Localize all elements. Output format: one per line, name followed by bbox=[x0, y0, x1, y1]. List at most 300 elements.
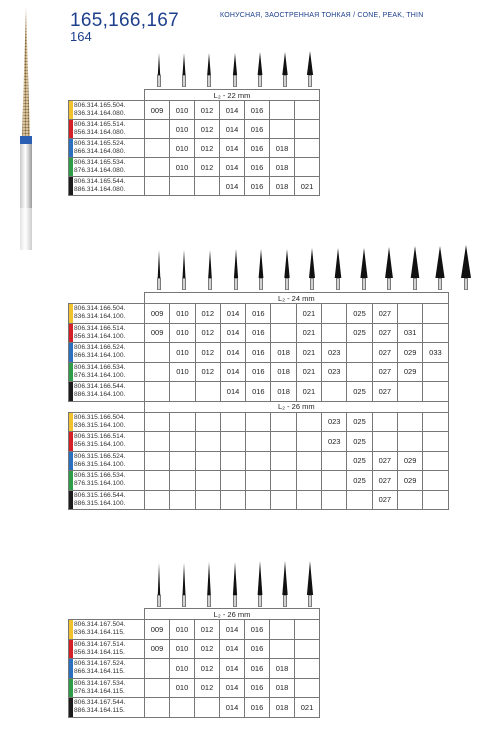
size-cell: 012 bbox=[195, 323, 220, 343]
size-cell: 016 bbox=[246, 362, 271, 382]
bur-icons-row-2 bbox=[146, 240, 486, 290]
bur-icon bbox=[251, 240, 271, 290]
catalog-code-line: 806.314.165.504. bbox=[74, 102, 126, 109]
size-cell bbox=[322, 382, 347, 402]
size-cell: 016 bbox=[245, 659, 270, 679]
table-167 bbox=[68, 608, 320, 718]
bur-icon bbox=[275, 45, 295, 87]
size-cell: 029 bbox=[397, 471, 422, 491]
catalog-code-line: 806.314.166.524. bbox=[74, 344, 126, 352]
table-row bbox=[69, 120, 320, 139]
catalog-code bbox=[69, 659, 145, 679]
size-cell: 027 bbox=[372, 490, 397, 510]
table-row bbox=[69, 678, 320, 698]
catalog-code bbox=[69, 177, 145, 196]
catalog-code-line: 886.314.164.115. bbox=[74, 707, 125, 715]
size-cell: 023 bbox=[322, 343, 347, 363]
size-cell: 010 bbox=[170, 323, 195, 343]
size-cell bbox=[195, 432, 220, 452]
size-cell: 016 bbox=[246, 382, 271, 402]
table-row bbox=[69, 177, 320, 196]
size-cell: 029 bbox=[397, 343, 422, 363]
size-cell: 023 bbox=[322, 432, 347, 452]
color-code-swatch bbox=[69, 363, 73, 382]
table-row bbox=[69, 659, 320, 679]
length-label-2: L₂ - 26 mm bbox=[145, 401, 449, 412]
size-cell bbox=[246, 412, 271, 432]
catalog-code-line: 806.314.167.534. bbox=[74, 679, 126, 687]
size-cell bbox=[246, 471, 271, 491]
size-cell bbox=[246, 451, 271, 471]
size-cell: 018 bbox=[270, 678, 295, 698]
size-cell bbox=[170, 490, 195, 510]
size-cell: 012 bbox=[195, 304, 220, 324]
size-cell: 027 bbox=[372, 471, 397, 491]
catalog-code bbox=[69, 382, 145, 402]
size-cell bbox=[145, 678, 170, 698]
color-code-swatch bbox=[69, 452, 73, 471]
catalog-code-line: 866.314.164.080. bbox=[74, 148, 126, 155]
catalog-code bbox=[69, 412, 145, 432]
bur-icon bbox=[225, 45, 245, 87]
size-cell bbox=[397, 490, 422, 510]
size-cell: 010 bbox=[170, 659, 195, 679]
size-cell bbox=[296, 471, 321, 491]
size-cell: 018 bbox=[270, 139, 295, 158]
size-cell: 027 bbox=[372, 323, 397, 343]
catalog-code-line: 856.314.164.080. bbox=[74, 129, 126, 136]
size-cell: 021 bbox=[296, 362, 321, 382]
size-cell: 014 bbox=[220, 382, 245, 402]
bur-icon bbox=[225, 555, 245, 607]
size-cell bbox=[423, 490, 448, 510]
bur-icon bbox=[379, 240, 399, 290]
catalog-code bbox=[69, 639, 145, 659]
size-cell: 014 bbox=[220, 620, 245, 640]
size-cell bbox=[170, 412, 195, 432]
color-code-swatch bbox=[69, 640, 73, 659]
color-code-swatch bbox=[69, 343, 73, 362]
length-label: L₂ - 24 mm bbox=[145, 293, 449, 304]
size-cell: 021 bbox=[295, 698, 320, 718]
catalog-code-line: 806.314.165.534. bbox=[74, 159, 126, 166]
table-166 bbox=[68, 292, 449, 510]
size-cell bbox=[271, 304, 296, 324]
size-cell bbox=[372, 412, 397, 432]
bur-icons-row-1 bbox=[146, 45, 326, 87]
bur-icon bbox=[199, 555, 219, 607]
color-code-swatch bbox=[69, 679, 73, 698]
size-cell bbox=[423, 362, 448, 382]
color-code-swatch bbox=[69, 698, 73, 717]
catalog-code-line: 806.314.167.504. bbox=[74, 621, 126, 629]
catalog-code-line: 806.314.166.544. bbox=[74, 383, 126, 391]
catalog-code bbox=[69, 139, 145, 158]
size-cell: 014 bbox=[220, 659, 245, 679]
size-cell bbox=[347, 343, 372, 363]
size-cell: 018 bbox=[271, 343, 296, 363]
size-cell: 016 bbox=[245, 120, 270, 139]
table-row bbox=[69, 304, 449, 324]
product-title: 165,166,167 bbox=[70, 10, 179, 31]
size-cell bbox=[170, 451, 195, 471]
bur-image bbox=[2, 8, 50, 250]
catalog-code bbox=[69, 304, 145, 324]
size-cell bbox=[271, 471, 296, 491]
table-row bbox=[69, 451, 449, 471]
size-cell bbox=[195, 490, 220, 510]
color-code-swatch bbox=[69, 620, 73, 639]
size-cell bbox=[271, 432, 296, 452]
size-cell bbox=[145, 177, 170, 196]
size-cell bbox=[220, 451, 245, 471]
catalog-code-line: 856.314.164.115. bbox=[74, 648, 125, 656]
size-cell: 014 bbox=[220, 177, 245, 196]
size-cell: 016 bbox=[245, 177, 270, 196]
length-label: L₂ - 26 mm bbox=[145, 609, 320, 620]
table-row bbox=[69, 471, 449, 491]
size-cell bbox=[145, 432, 170, 452]
size-cell: 029 bbox=[397, 362, 422, 382]
catalog-code-line: 836.314.164.080. bbox=[74, 110, 126, 117]
size-cell bbox=[170, 432, 195, 452]
size-cell: 027 bbox=[372, 343, 397, 363]
size-cell: 025 bbox=[347, 471, 372, 491]
size-cell bbox=[322, 471, 347, 491]
size-cell bbox=[322, 451, 347, 471]
size-cell: 012 bbox=[195, 101, 220, 120]
size-cell: 010 bbox=[170, 120, 195, 139]
size-cell: 029 bbox=[397, 451, 422, 471]
product-description: КОНУСНАЯ, ЗАОСТРЕННАЯ ТОНКАЯ / CONE, PEAK, THIN bbox=[220, 12, 424, 19]
bur-icon bbox=[250, 555, 270, 607]
size-cell bbox=[220, 432, 245, 452]
size-cell bbox=[145, 659, 170, 679]
size-cell bbox=[423, 471, 448, 491]
catalog-code bbox=[69, 451, 145, 471]
size-cell bbox=[295, 659, 320, 679]
size-cell: 031 bbox=[397, 323, 422, 343]
size-cell bbox=[423, 451, 448, 471]
catalog-code-line: 806.314.165.544. bbox=[74, 178, 126, 185]
size-cell bbox=[145, 362, 170, 382]
bur-icon bbox=[149, 555, 169, 607]
bur-icon bbox=[149, 45, 169, 87]
size-cell bbox=[271, 451, 296, 471]
size-cell: 018 bbox=[270, 177, 295, 196]
table-row bbox=[69, 101, 320, 120]
size-cell: 021 bbox=[296, 343, 321, 363]
size-cell bbox=[270, 101, 295, 120]
size-cell: 021 bbox=[296, 323, 321, 343]
size-cell bbox=[271, 490, 296, 510]
size-cell bbox=[295, 158, 320, 177]
bur-icon bbox=[405, 240, 425, 290]
size-cell bbox=[195, 382, 220, 402]
product-subtitle: 164 bbox=[70, 29, 92, 44]
size-cell bbox=[270, 120, 295, 139]
size-cell: 016 bbox=[245, 620, 270, 640]
size-cell bbox=[195, 412, 220, 432]
catalog-code-line: 876.314.164.100. bbox=[74, 371, 126, 379]
size-cell: 027 bbox=[372, 304, 397, 324]
size-cell: 010 bbox=[170, 639, 195, 659]
bur-icon bbox=[300, 45, 320, 87]
color-code-swatch bbox=[69, 139, 73, 157]
catalog-code bbox=[69, 678, 145, 698]
size-cell bbox=[220, 471, 245, 491]
size-cell: 010 bbox=[170, 678, 195, 698]
table-row bbox=[69, 620, 320, 640]
size-cell bbox=[423, 382, 448, 402]
size-cell: 016 bbox=[245, 101, 270, 120]
bur-icon bbox=[275, 555, 295, 607]
size-cell bbox=[397, 382, 422, 402]
table-row bbox=[69, 490, 449, 510]
size-cell: 010 bbox=[170, 158, 195, 177]
size-cell: 025 bbox=[347, 412, 372, 432]
size-cell bbox=[322, 304, 347, 324]
size-cell bbox=[322, 323, 347, 343]
size-cell: 010 bbox=[170, 362, 195, 382]
size-cell bbox=[295, 639, 320, 659]
color-code-swatch bbox=[69, 158, 73, 176]
catalog-code-line: 806.314.167.514. bbox=[74, 640, 126, 648]
size-cell bbox=[397, 304, 422, 324]
catalog-code-line: 886.314.164.080. bbox=[74, 186, 126, 193]
size-cell: 014 bbox=[220, 323, 245, 343]
table-row bbox=[69, 382, 449, 402]
size-cell: 027 bbox=[372, 382, 397, 402]
size-cell bbox=[322, 490, 347, 510]
size-cell: 025 bbox=[347, 432, 372, 452]
size-cell: 010 bbox=[170, 343, 195, 363]
size-cell bbox=[295, 678, 320, 698]
catalog-code-line: 806.314.166.504. bbox=[74, 305, 126, 313]
catalog-code-line: 876.315.164.100. bbox=[74, 480, 126, 488]
catalog-code-line: 856.314.164.100. bbox=[74, 332, 126, 340]
catalog-code bbox=[69, 620, 145, 640]
size-cell: 014 bbox=[220, 158, 245, 177]
size-cell: 014 bbox=[220, 139, 245, 158]
size-cell: 014 bbox=[220, 362, 245, 382]
color-code-swatch bbox=[69, 101, 73, 119]
size-cell bbox=[145, 490, 170, 510]
size-cell: 023 bbox=[322, 362, 347, 382]
size-cell bbox=[145, 698, 170, 718]
size-cell: 025 bbox=[347, 382, 372, 402]
catalog-code-line: 806.315.166.534. bbox=[74, 472, 126, 480]
catalog-code-line: 836.314.164.115. bbox=[74, 629, 125, 637]
catalog-code bbox=[69, 362, 145, 382]
bur-icon bbox=[226, 240, 246, 290]
color-code-swatch bbox=[69, 120, 73, 138]
table-row bbox=[69, 362, 449, 382]
size-cell: 027 bbox=[372, 451, 397, 471]
size-cell: 012 bbox=[195, 120, 220, 139]
size-cell: 009 bbox=[145, 639, 170, 659]
size-cell bbox=[397, 432, 422, 452]
size-cell: 014 bbox=[220, 343, 245, 363]
color-code-swatch bbox=[69, 324, 73, 343]
size-cell: 018 bbox=[271, 362, 296, 382]
size-cell bbox=[271, 323, 296, 343]
size-cell bbox=[347, 362, 372, 382]
size-cell: 010 bbox=[170, 101, 195, 120]
size-cell bbox=[295, 120, 320, 139]
catalog-code bbox=[69, 698, 145, 718]
table-row bbox=[69, 698, 320, 718]
size-cell bbox=[195, 698, 220, 718]
catalog-code-line: 876.314.164.080. bbox=[74, 167, 126, 174]
size-cell bbox=[397, 412, 422, 432]
size-cell: 012 bbox=[195, 362, 220, 382]
size-cell bbox=[145, 120, 170, 139]
catalog-code-line: 806.314.165.524. bbox=[74, 140, 126, 147]
catalog-code-line: 836.315.164.100. bbox=[74, 421, 126, 429]
size-cell: 016 bbox=[245, 158, 270, 177]
size-cell: 009 bbox=[145, 304, 170, 324]
color-code-swatch bbox=[69, 491, 73, 510]
catalog-code-line: 806.315.166.544. bbox=[74, 491, 126, 499]
size-cell bbox=[145, 343, 170, 363]
size-cell: 012 bbox=[195, 620, 220, 640]
size-cell bbox=[220, 490, 245, 510]
size-cell bbox=[295, 101, 320, 120]
table-row bbox=[69, 323, 449, 343]
catalog-code bbox=[69, 432, 145, 452]
size-cell: 012 bbox=[195, 639, 220, 659]
size-cell: 016 bbox=[246, 343, 271, 363]
size-cell bbox=[145, 158, 170, 177]
catalog-code-line: 876.314.164.115. bbox=[74, 687, 125, 695]
bur-icon bbox=[277, 240, 297, 290]
bur-icon bbox=[250, 45, 270, 87]
size-cell bbox=[271, 412, 296, 432]
size-cell: 018 bbox=[270, 158, 295, 177]
size-cell: 010 bbox=[170, 620, 195, 640]
table-row bbox=[69, 432, 449, 452]
catalog-code-line: 836.314.164.100. bbox=[74, 313, 126, 321]
size-cell bbox=[195, 177, 220, 196]
size-cell bbox=[145, 451, 170, 471]
table-row bbox=[69, 343, 449, 363]
bur-icon bbox=[430, 240, 450, 290]
color-code-swatch bbox=[69, 413, 73, 432]
color-code-swatch bbox=[69, 432, 73, 451]
size-cell bbox=[195, 471, 220, 491]
size-cell bbox=[145, 382, 170, 402]
size-cell: 016 bbox=[245, 698, 270, 718]
size-cell bbox=[170, 177, 195, 196]
size-cell bbox=[296, 432, 321, 452]
bur-icons-row-3 bbox=[146, 555, 326, 607]
catalog-code bbox=[69, 323, 145, 343]
size-cell bbox=[270, 639, 295, 659]
size-cell: 018 bbox=[271, 382, 296, 402]
size-cell: 012 bbox=[195, 678, 220, 698]
catalog-code-line: 806.314.165.514. bbox=[74, 121, 126, 128]
bur-icon bbox=[300, 555, 320, 607]
size-cell: 014 bbox=[220, 698, 245, 718]
bur-icon bbox=[174, 45, 194, 87]
size-cell bbox=[296, 412, 321, 432]
size-cell bbox=[296, 490, 321, 510]
size-cell: 010 bbox=[170, 304, 195, 324]
catalog-code-line: 866.314.164.115. bbox=[74, 668, 125, 676]
size-cell: 023 bbox=[322, 412, 347, 432]
color-code-swatch bbox=[69, 659, 73, 678]
bur-icon bbox=[149, 240, 169, 290]
size-cell: 012 bbox=[195, 343, 220, 363]
size-cell: 012 bbox=[195, 158, 220, 177]
size-cell bbox=[246, 432, 271, 452]
size-cell bbox=[270, 620, 295, 640]
color-code-swatch bbox=[69, 471, 73, 490]
size-cell: 009 bbox=[145, 323, 170, 343]
catalog-code-line: 806.314.166.534. bbox=[74, 363, 126, 371]
catalog-code bbox=[69, 343, 145, 363]
size-cell bbox=[295, 139, 320, 158]
size-cell: 014 bbox=[220, 120, 245, 139]
size-cell: 018 bbox=[270, 659, 295, 679]
table-165 bbox=[68, 89, 320, 196]
size-cell bbox=[423, 412, 448, 432]
bur-icon bbox=[174, 555, 194, 607]
catalog-code-line: 886.314.164.100. bbox=[74, 391, 126, 399]
catalog-code-line: 806.314.167.544. bbox=[74, 699, 126, 707]
bur-icon bbox=[456, 240, 476, 290]
catalog-code-line: 806.314.166.514. bbox=[74, 324, 126, 332]
catalog-code bbox=[69, 101, 145, 120]
catalog-code bbox=[69, 471, 145, 491]
size-cell: 025 bbox=[347, 323, 372, 343]
catalog-code-line: 856.315.164.100. bbox=[74, 441, 126, 449]
size-cell: 016 bbox=[246, 304, 271, 324]
size-cell bbox=[423, 304, 448, 324]
table-row bbox=[69, 639, 320, 659]
size-cell bbox=[170, 471, 195, 491]
bur-icon bbox=[200, 240, 220, 290]
bur-icon bbox=[199, 45, 219, 87]
size-cell bbox=[145, 471, 170, 491]
size-cell bbox=[170, 698, 195, 718]
size-cell bbox=[423, 432, 448, 452]
size-cell bbox=[423, 323, 448, 343]
bur-icon bbox=[354, 240, 374, 290]
size-cell bbox=[246, 490, 271, 510]
size-cell: 018 bbox=[270, 698, 295, 718]
catalog-code bbox=[69, 120, 145, 139]
table-row bbox=[69, 412, 449, 432]
length-label: L₂ - 22 mm bbox=[145, 90, 320, 101]
color-code-swatch bbox=[69, 382, 73, 401]
size-cell: 014 bbox=[220, 639, 245, 659]
size-cell: 027 bbox=[372, 362, 397, 382]
size-cell: 014 bbox=[220, 304, 245, 324]
size-cell: 014 bbox=[220, 678, 245, 698]
size-cell bbox=[347, 490, 372, 510]
size-cell: 010 bbox=[170, 139, 195, 158]
size-cell bbox=[220, 412, 245, 432]
size-cell: 016 bbox=[245, 139, 270, 158]
size-cell bbox=[296, 451, 321, 471]
size-cell bbox=[295, 620, 320, 640]
bur-icon bbox=[302, 240, 322, 290]
size-cell: 012 bbox=[195, 659, 220, 679]
size-cell: 009 bbox=[145, 620, 170, 640]
catalog-code-line: 866.314.164.100. bbox=[74, 352, 126, 360]
